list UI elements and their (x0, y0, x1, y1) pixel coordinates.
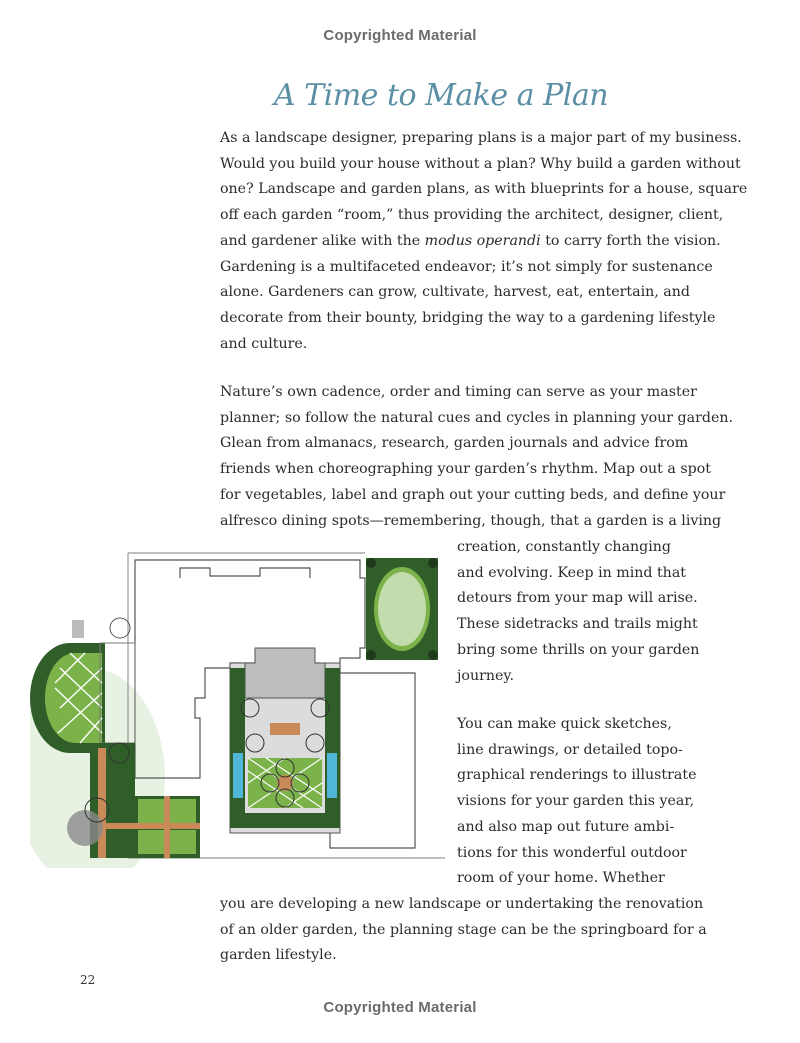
text-line: detours from your map will arise. (457, 590, 698, 607)
text-line: alone. Gardeners can grow, cultivate, harvest, eat, entertain, and (220, 284, 690, 301)
paragraph-3-continued (220, 892, 707, 969)
oval-lawn-garden (366, 558, 438, 660)
text-fragment: and gardener alike with the (220, 232, 421, 249)
text-line: graphical renderings to illustrate (457, 767, 697, 784)
text-line: and evolving. Keep in mind that (457, 564, 686, 581)
text-fragment: to carry forth the vision. (545, 232, 721, 249)
text-line: Glean from almanacs, research, garden journals and advice from (220, 435, 689, 452)
text-line: and also map out future ambi- (457, 818, 675, 835)
text-line: Would you build your house without a plan? Why build a garden without (220, 155, 741, 172)
text-line: You can make quick sketches, (457, 716, 672, 732)
page-number: 22 (80, 973, 96, 987)
text-line (220, 229, 721, 255)
text-line: tions for this wonderful outdoor (457, 844, 687, 861)
copyright-watermark-bottom: Copyrighted Material (323, 999, 477, 1016)
copyright-watermark-top: Copyrighted Material (323, 27, 477, 44)
page-title: A Time to Make a Plan (273, 78, 609, 113)
paragraph-2 (220, 380, 734, 534)
text-line: creation, constantly changing (457, 539, 672, 555)
text-line: line drawings, or detailed topo- (457, 741, 683, 758)
text-line: friends when choreographing your garden’s rhythm. Map out a spot (220, 461, 711, 478)
text-line: As a landscape designer, preparing plans is a major part of my business. (220, 130, 742, 146)
text-line: one? Landscape and garden plans, as with blueprints for a house, square (220, 181, 748, 198)
text-line: decorate from their bounty, bridging the way to a gardening lifestyle (220, 309, 716, 326)
paragraph-3 (457, 712, 697, 892)
text-line: visions for your garden this year, (457, 793, 695, 810)
italic-term: modus operandi (424, 232, 541, 249)
paragraph-2-wrap (457, 535, 700, 689)
text-line: planner; so follow the natural cues and cycles in planning your garden. (220, 409, 734, 426)
text-line: for vegetables, label and graph out your cutting beds, and define your (220, 486, 726, 503)
text-line: Gardening is a multifaceted endeavor; it’s not simply for sustenance (220, 258, 713, 275)
text-line: These sidetracks and trails might (457, 616, 698, 633)
text-line: room of your home. Whether (457, 870, 665, 887)
text-line: bring some thrills on your garden (457, 641, 700, 658)
courtyard-garden (230, 648, 340, 833)
text-line: you are developing a new landscape or undertaking the renovation (220, 896, 704, 912)
text-line: of an older garden, the planning stage can be the springboard for a (220, 921, 707, 938)
text-line: Nature’s own cadence, order and timing can serve as your master (220, 384, 697, 400)
text-line: journey. (457, 667, 515, 684)
garden-plan-illustration (30, 548, 450, 868)
text-line: and culture. (220, 335, 308, 352)
paragraph-1 (220, 126, 748, 357)
text-line: off each garden “room,” thus providing the architect, designer, client, (220, 207, 724, 224)
text-line: garden lifestyle. (220, 947, 337, 964)
text-line: alfresco dining spots—remembering, though, that a garden is a living (220, 512, 722, 529)
